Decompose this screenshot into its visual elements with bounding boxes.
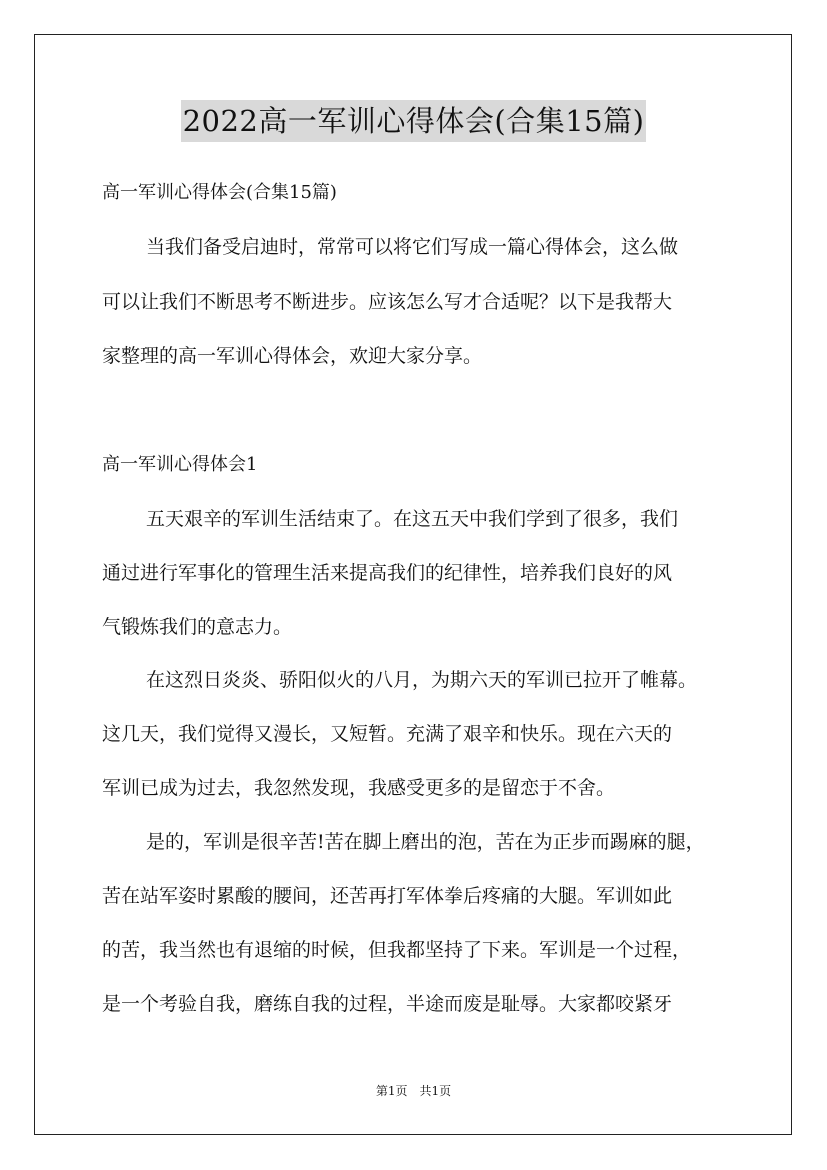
body-line: 这几天，我们觉得又漫长，又短暂。充满了艰辛和快乐。现在六天的	[102, 723, 673, 745]
body-line: 五天艰辛的军训生活结束了。在这五天中我们学到了很多，我们	[146, 508, 679, 530]
body-line: 苦在站军姿时累酸的腰间，还苦再打军体拳后疼痛的大腿。军训如此	[102, 885, 673, 907]
section-heading: 高一军训心得体会1	[102, 454, 258, 475]
intro-line: 家整理的高一军训心得体会，欢迎大家分享。	[102, 345, 483, 367]
title-container	[0, 100, 827, 142]
body-line: 通过进行军事化的管理生活来提高我们的纪律性，培养我们良好的风	[102, 562, 673, 584]
body-line: 气锻炼我们的意志力。	[102, 616, 293, 638]
page-footer: 第1页 共1页	[375, 1084, 452, 1098]
intro-line: 可以让我们不断思考不断进步。应该怎么写才合适呢？以下是我帮大	[102, 291, 673, 313]
body-line: 是的，军训是很辛苦!苦在脚上磨出的泡，苦在为正步而踢麻的腿，	[146, 831, 705, 853]
document-title: 2022高一军训心得体会(合集15篇)	[181, 100, 647, 142]
body-line: 军训已成为过去，我忽然发现，我感受更多的是留恋于不舍。	[102, 777, 616, 799]
body-line: 在这烈日炎炎、骄阳似火的八月，为期六天的军训已拉开了帷幕。	[146, 669, 698, 691]
body-line: 是一个考验自我，磨练自我的过程，半途而废是耻辱。大家都咬紧牙	[102, 993, 673, 1015]
intro-line: 当我们备受启迪时，常常可以将它们写成一篇心得体会，这么做	[146, 236, 679, 258]
body-line: 的苦，我当然也有退缩的时候，但我都坚持了下来。军训是一个过程，	[102, 939, 692, 961]
document-subtitle: 高一军训心得体会(合集15篇)	[102, 182, 337, 203]
